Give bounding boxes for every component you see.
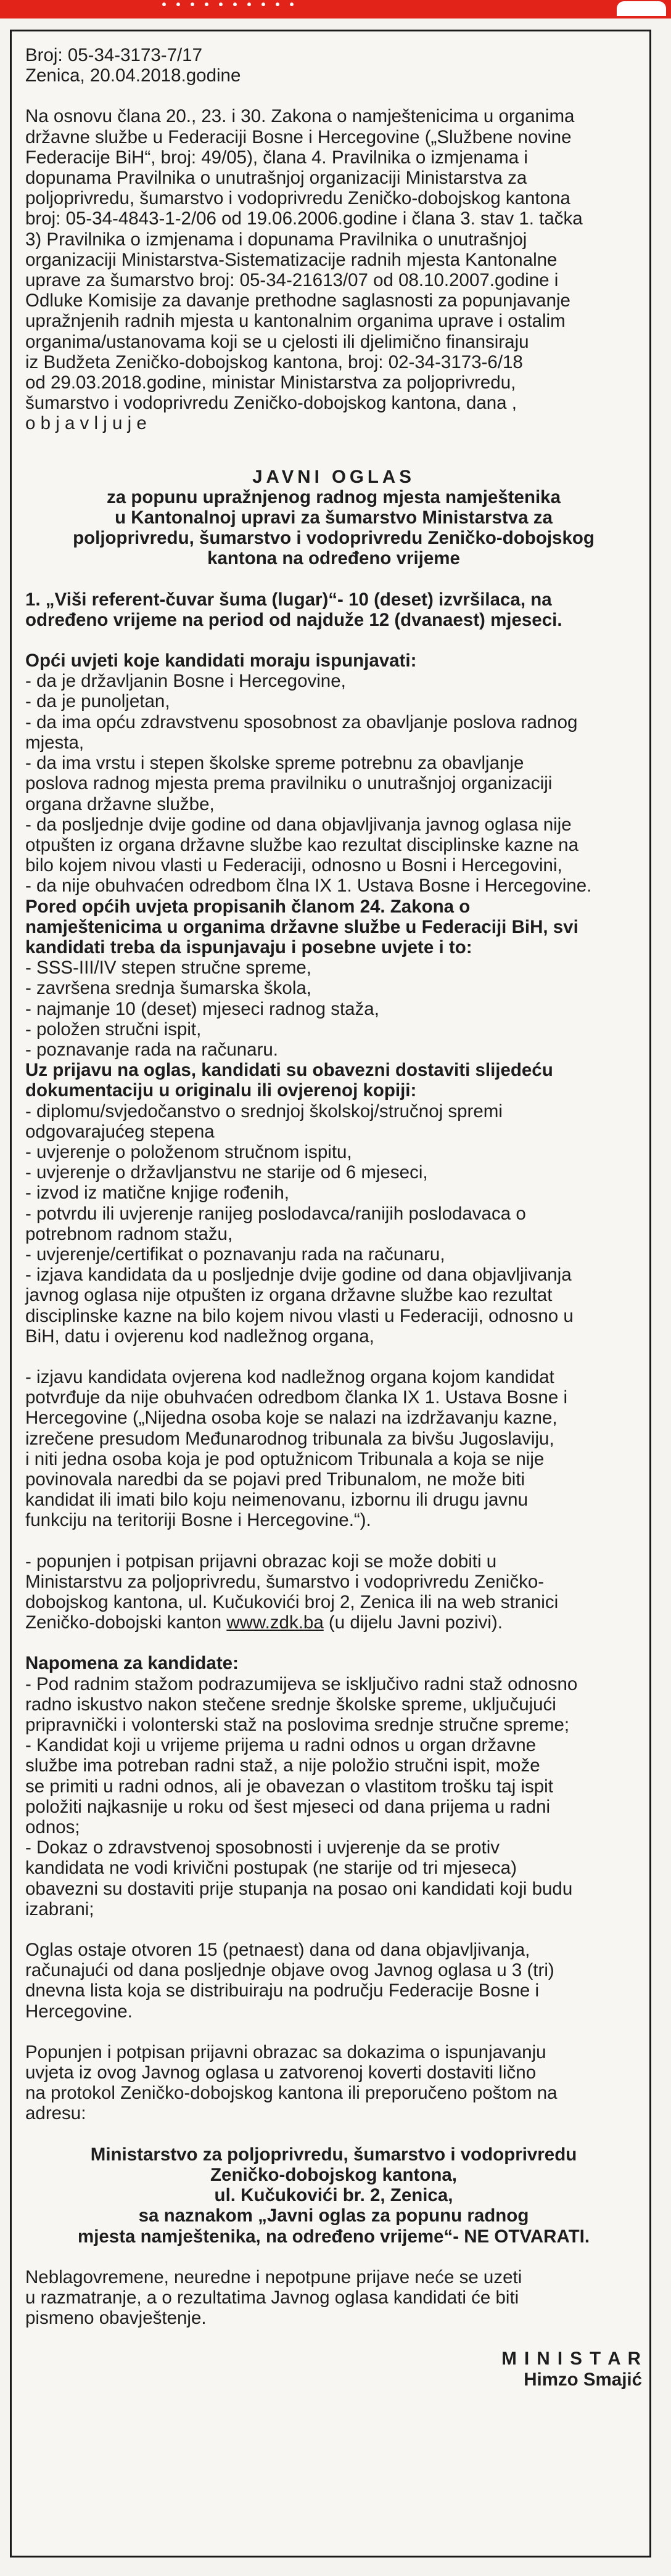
note-text: - Pod radnim stažom podrazumijeva se isključivo radni staž odnosno radno iskustvo nakon stečene srednje školske spreme, uključujući pripravnički i volonterski staž na poslovima srednje stručne spreme; - Kandidat koji u vrijeme prijema u radni odnos u organ državne službe ima potreban radni staž, a nije položio stručni ispit, može se primiti u radni odnos, ali je obavezan o vlastitom trošku taj ispit položiti najkasnije u roku od šest mjeseci od dana prijema u radni odnos; - Dokaz o zdravstvenoj sposobnosti i uvjerenje da se protiv kandidata ne vodi krivični postupak (ne starije od tri mjeseca) obavezni su dostaviti prije stupanja na posao oni kandidati koji budu izabrani; [25, 1673, 578, 1919]
position-description: 1. „Viši referent-čuvar šuma (lugar)“- 10 (deset) izvršilaca, na određeno vrijeme na period od najduže 12 (dvanaest) mjeseci. [25, 589, 562, 630]
documentation-list: - diplomu/svjedočanstvo o srednjoj školskoj/stručnoj spremi odgovarajućeg stepena - uvjerenje o položenom stručnom ispitu, - uvjerenje o državljanstvu ne starije od 6 mjeseci, - izvod iz matične knjige rođenih, - potvrdu ili uvjerenje ranijeg poslodavca/ranijih poslodavaca o potrebnom radnom stažu, - uvjerenje/certifikat o poznavanju rada na računaru, - izjava kandidata da u posljednje dvije godine od dana objavljivanja javnog oglasa nije otpušten iz organa državne službe kao rezultat disciplinske kazne na bilo kojem nivou vlasti u Federaciji, odnosno u BiH, datu i ovjerenu kod nadležnog organa, [25, 1101, 574, 1347]
document-number: Broj: 05-34-3173-7/17 [25, 45, 202, 65]
note-heading: Napomena za kandidate: [25, 1653, 239, 1674]
signature-name: Himzo Smajić [524, 2369, 642, 2390]
closing-paragraph: Neblagovremene, neuredne i nepotpune prijave neće se uzeti u razmatranje, a o rezultatima Javnog oglasa kandidati će biti pismeno obavještenje. [25, 2266, 522, 2329]
signature-title: M I N I S T A R [501, 2348, 642, 2369]
application-form-requirement [25, 1551, 642, 1633]
newspaper-header-decoration: · · · · · · · · · · [160, 0, 297, 17]
mailing-address: Ministarstvo za poljoprivredu, šumarstvo i vodoprivredu Zeničko-dobojskog kantona, ul. Kučukovići br. 2, Zenica, sa naznakom „Javni oglas za popunu radnog mjesta namještenika, na određeno vrijeme“- NE OTVARATI. [77, 2144, 590, 2247]
application-form-text-end: (u dijelu Javni pozivi). [323, 1612, 503, 1633]
submission-paragraph: Popunjen i potpisan prijavni obrazac sa dokazima o ispunjavanju uvjeta iz ovog Javnog oglasa u zatvorenoj koverti dostaviti lično na protokol Zeničko-dobojskog kantona ili preporučeno poštom na adresu: [25, 2041, 558, 2124]
special-conditions-heading: Pored općih uvjeta propisanih članom 24. Zakona o namještenicima u organima državne službe u Federaciji BiH, svi kandidati treba da ispunjavaju i posebne uvjete i to: [25, 896, 578, 958]
announcement-document [25, 31, 642, 2390]
document-date: Zenica, 20.04.2018.godine [25, 65, 241, 86]
statement-requirement: - izjavu kandidata ovjerena kod nadležnog organa kojom kandidat potvrđuje da nije obuhvaćen odredbom članka IX 1. Ustava Bosne i Hercegovine („Nijedna osoba koje se nalazi na izdržavanju kazne, izrečene presudom Međunarodnog tribunala za bivšu Jugoslaviju, i niti jedna osoba koja je pod optužnicom Tribunala a koja se nije povinovala naredbi da se pojavi pred Tribunalom, ne može biti kandidat ili imati bilo koju neimenovanu, izbornu ili drugu javnu funkciju na teritoriji Bosne i Hercegovine.“). [25, 1366, 567, 1531]
application-form-text: - popunjen i potpisan prijavni obrazac koji se može dobiti u Ministarstvu za poljoprivredu, šumarstvo i vodoprivredu Zeničko- dobojskog kantona, ul. Kučukovići broj 2, Zenica ili na web stranici Zeničko-dobojski kanton [25, 1551, 559, 1633]
newspaper-header-band [0, 0, 671, 18]
general-conditions-heading: Opći uvjeti koje kandidati moraju ispunjavati: [25, 650, 417, 671]
newspaper-logo [617, 1, 666, 16]
announcement-frame [10, 30, 651, 2558]
legal-basis-paragraph: Na osnovu člana 20., 23. i 30. Zakona o namještenicima u organima državne službe u Federaciji Bosne i Hercegovine („Službene novine Federacije BiH“, broj: 49/05), člana 4. Pravilnika o izmjenama i dopunama Pravilnika o unutrašnjoj organizaciji Ministarstva za poljoprivredu, šumarstvo i vodoprivredu Zeničko-dobojskog kantona broj: 05-34-4843-1-2/06 od 19.06.2006.godine i člana 3. stav 1. tačka 3) Pravilnika o izmjenama i dopunama Pravilnika o unutrašnjoj organizaciji Ministarstva-Sistematizacije radnih mjesta Kantonalne uprave za šumarstvo broj: 05-34-21613/07 od 08.10.2007.godine i Odluke Komisije za davanje prethodne saglasnosti za popunjavanje upražnjenih radnih mjesta u kantonalnim organima uprave i ostalim organima/ustanovama koji se u cjelosti ili djelimično finansiraju iz Budžeta Zeničko-dobojskog kantona, broj: 02-34-3173-6/18 od 29.03.2018.godine, ministar Ministarstva za poljoprivredu, šumarstvo i vodoprivredu Zeničko-dobojskog kantona, dana , [25, 106, 583, 414]
special-conditions-list: - SSS-III/IV stepen stručne spreme, - završena srednja šumarska škola, - najmanje 10 (deset) mjeseci radnog staža, - položen stručni ispit, - poznavanje rada na računaru. [25, 958, 379, 1060]
deadline-paragraph: Oglas ostaje otvoren 15 (petnaest) dana od dana objavljivanja, računajući od dana posljednje objave ovog Javnog oglasa u 3 (tri) dnevna lista koja se distribuiraju na području Federacije Bosne i Hercegovine. [25, 1940, 554, 2022]
documentation-heading: Uz prijavu na oglas, kandidati su obavezni dostaviti slijedeću dokumentaciju u originalu ili ovjerenoj kopiji: [25, 1060, 553, 1101]
announcement-subtitle: za popunu upražnjenog radnog mjesta namještenika u Kantonalnoj upravi za šumarstvo Ministarstva za poljoprivredu, šumarstvo i vodoprivredu Zeničko-dobojskog kantona na određeno vrijeme [73, 486, 595, 569]
publishes-statement: o b j a v l j u j e [25, 413, 147, 434]
website-link[interactable]: www.zdk.ba [226, 1612, 324, 1633]
general-conditions-list: - da je državljanin Bosne i Hercegovine, - da je punoljetan, - da ima opću zdravstvenu sposobnost za obavljanje poslova radnog mjesta, - da ima vrstu i stepen školske spreme potrebnu za obavljanje poslova radnog mjesta prema pravilniku o unutrašnjoj organizaciji organa državne službe, - da posljednje dvije godine od dana objavljivanja javnog oglasa nije otpušten iz organa državne službe kao rezultat disciplinske kazne na bilo kojem nivou vlasti u Federaciji, odnosno u Bosni i Hercegovini, - da nije obuhvaćen odredbom člna IX 1. Ustava Bosne i Hercegovine. [25, 671, 592, 896]
announcement-title: JAVNI OGLAS [252, 466, 415, 487]
